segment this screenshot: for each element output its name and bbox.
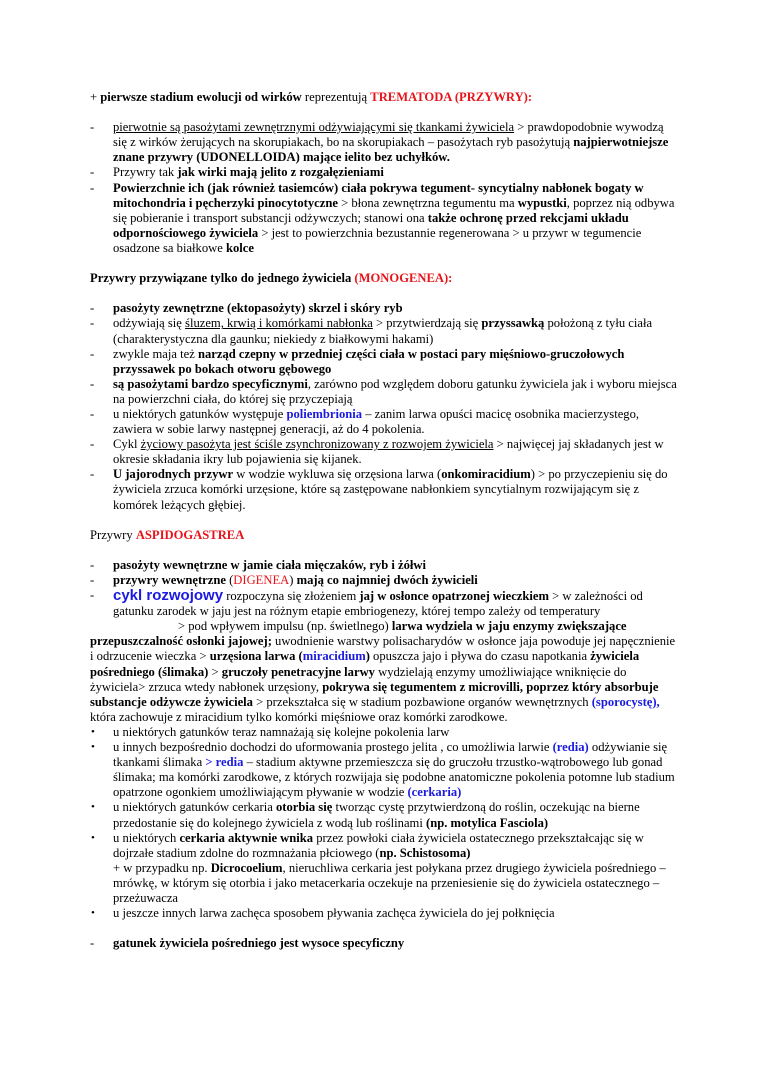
bold-text: kolce xyxy=(225,240,254,255)
text-run: > przytwierdzają się xyxy=(372,316,482,331)
text-run: odżywianie się tkankami ślimaka xyxy=(113,740,668,770)
list-item-text xyxy=(113,301,680,316)
bold-text: Powierzchnie ich (jak również tasiemców) ciała pokrywa tegument- syncytialny nabłonek bogaty w mitochondria i pęcherzyki pinocytotyczne xyxy=(113,180,644,210)
list-item-text xyxy=(113,347,680,377)
text-run: > xyxy=(208,664,222,679)
list-item-text xyxy=(113,120,680,165)
text-run: > w zależności od gatunku zarodek w jaju jest na różnym etapie embriogenezy, której tempo zależy od temperatury xyxy=(113,589,643,619)
bold-text: urzęsiona larwa ( xyxy=(209,649,303,664)
underlined-text: życiowy pasożyta jest ściśle zsynchronizowany z rozwojem żywiciela xyxy=(140,437,494,452)
bullet-list-item xyxy=(90,740,680,800)
bold-text: pierwsze stadium ewolucji od wirków xyxy=(100,90,302,104)
underlined-text: pierwotnie są pasożytami zewnętrznymi odżywiającymi się tkankami żywiciela xyxy=(113,120,515,135)
list-item-text xyxy=(113,181,680,256)
bold-text: onkomiracidium xyxy=(441,467,531,482)
text-run: która zachowuje z miracidium tylko komórki mięśniowe oraz komórki zarodkowe. xyxy=(90,709,508,724)
text-run: – zanim larwa opuści macicę osobnika macierzystego, zawiera w sobie larwy następnej generacji, aż do 4 pokolenia. xyxy=(113,406,640,437)
list-item-text xyxy=(113,407,680,437)
dash-marker: - xyxy=(90,573,95,587)
bold-text: wypustki xyxy=(517,195,567,210)
blank-line xyxy=(90,105,680,120)
bold-text: najpierwotniejsze znane przywry (UDONELLOIDA) mające ielito bez uchyłków. xyxy=(113,135,669,165)
bold-text: gatunek żywiciela pośredniego jest wysoce specyficzny xyxy=(113,936,405,951)
text-run: u jeszcze innych larwa zachęca sposobem pływania zachęca żywiciela do jej połknięcia xyxy=(113,906,555,921)
bold-text: pasożyty zewnętrzne (ektopasożyty) skrzel i skóry ryb xyxy=(113,301,403,316)
bold-text: żywiciela pośredniego (ślimaka) xyxy=(90,649,640,679)
text-run: Cykl xyxy=(113,437,141,452)
paragraph xyxy=(90,528,680,543)
bold-text: larwa wydziela w jaju enzymy zwiększające przepuszczalność osłonki jajowej; xyxy=(90,619,627,649)
text-run: w wodzie wykluwa się orzęsiona larwa ( xyxy=(233,467,442,482)
dash-list-item xyxy=(90,407,680,437)
bold-text: jak wirki mają jelito z rozgałęzieniami xyxy=(177,165,384,180)
text-run: u niektórych gatunków występuje xyxy=(113,406,287,421)
bold-text: otorbia się xyxy=(275,800,333,815)
text-run: , poprzez nią odbywa się pobieranie i transport substancji odżywczych; stanowi ona xyxy=(113,195,675,225)
list-item-text xyxy=(113,316,680,346)
text-run: uwodnienie warstwy polisacharydów w osłonce jaja powoduje jej napęcznienie i odrzucenie wieczka > xyxy=(90,634,676,664)
text-run: u niektórych gatunków teraz namnażają się kolejne pokolenia larw xyxy=(113,724,450,739)
text-run: > najwięcej jaj składanych jest w okresie składania ikry lub pojawienia się kijanek. xyxy=(113,437,664,467)
dash-list-item xyxy=(90,558,680,573)
dash-marker: - xyxy=(90,376,95,391)
text-run: położoną z tyłu ciała (charakterystyczna dla gaunku; niekiedy z białkowymi hakami) xyxy=(113,316,653,346)
dash-list-item xyxy=(90,347,680,377)
text-run: ) > po przyczepieniu się do żywiciela zrzuca komórki urzęsione, które są zastępowane nabłonkiem syncytialnym rozwijającym się z komórek leżących głębiej. xyxy=(113,467,668,512)
dash-list-item xyxy=(90,573,680,588)
list-item-text xyxy=(113,936,680,951)
text-run: > przekształca się w stadium pozbawione organów wewnętrznych xyxy=(252,694,592,709)
blank-line xyxy=(90,921,680,936)
list-item-text xyxy=(113,906,680,921)
bold-text: pasożyty wewnętrzne w jamie ciała mięczaków, ryb i żółwi xyxy=(113,557,427,572)
bullet-icon: • xyxy=(91,741,95,754)
blank-line xyxy=(90,286,680,301)
red-heading-text: TREMATODA (PRZYWRY): xyxy=(370,90,533,104)
dash-list-item xyxy=(90,165,680,180)
dash-list-item xyxy=(90,301,680,316)
bullet-icon: • xyxy=(91,801,95,814)
list-item-text xyxy=(113,725,680,740)
dash-marker: - xyxy=(90,346,95,361)
list-item-text xyxy=(113,165,680,180)
bold-text: Dicrocoelium xyxy=(210,860,283,875)
dash-marker: - xyxy=(90,936,95,951)
text-run: > jest to powierzchnia bezustannie regenerowana > u przywr w tegumencie osadzone sa białkowe xyxy=(113,225,642,255)
list-item-text xyxy=(113,831,680,906)
list-item-text xyxy=(113,588,680,619)
text-run: ) xyxy=(289,573,297,587)
bullet-icon: • xyxy=(91,725,95,738)
red-text: DIGENEA xyxy=(233,573,290,587)
dash-list-item xyxy=(90,936,680,951)
bold-text: pokrywa się tegumentem z microvilli, poprzez który absorbuje substancje odżywcze żywiciela xyxy=(90,679,659,709)
bullet-list-item xyxy=(90,800,680,830)
blue-term: (cerkaria) xyxy=(407,785,462,800)
bold-text: przyssawką xyxy=(481,316,545,331)
bullet-icon: • xyxy=(91,907,95,920)
bullet-list-item xyxy=(90,831,680,906)
bold-text: mają co najmniej dwóch żywicieli xyxy=(296,573,478,587)
text-run: – stadium aktywne przemieszcza się do gruczołu trzustko-wątrobowego lub gonad ślimaka; ma komórki zarodkowe, z których rozwijaja się podobne anatomiczne pokolenia potomne lub stadium opatrzone ogonkiem umożliwiającym pływanie w wodzie xyxy=(113,755,675,800)
text-run: rozpoczyna się złożeniem xyxy=(223,589,360,604)
list-item-text xyxy=(113,467,680,512)
text-run: odżywiają się xyxy=(113,316,186,331)
text-run: opuszcza jajo i pływa do czasu napotkania xyxy=(369,649,591,664)
underlined-text: śluzem, krwią i komórkami nabłonka xyxy=(185,316,373,331)
bold-text: są pasożytami bardzo specyficznymi xyxy=(113,376,308,391)
text-run: u innych bezpośrednio dochodzi do uformowania prostego jelita , co umożliwia larwie xyxy=(113,740,553,755)
dash-list-item xyxy=(90,120,680,165)
bold-text: narząd czepny w przedniej części ciała w postaci pary mięśniowo-gruczołowych przyssawek po bokach otworu gębowego xyxy=(113,346,625,376)
dash-marker: - xyxy=(90,467,95,482)
text-run: Przywry tak xyxy=(113,165,178,180)
bold-text: U jajorodnych przywr xyxy=(113,467,234,482)
blue-term: miracidium xyxy=(302,649,366,664)
dash-list-item xyxy=(90,377,680,407)
dash-list-item xyxy=(90,316,680,346)
bold-text: także ochronę przed rekcjami układu odpornościowego żywiciela xyxy=(113,210,629,240)
text-run: > błona zewnętrzna tegumentu ma xyxy=(337,195,518,210)
dash-marker: - xyxy=(90,180,95,195)
list-item-text xyxy=(113,573,680,588)
dash-marker: - xyxy=(90,301,95,316)
dash-marker: - xyxy=(90,406,95,421)
blue-term: > redia xyxy=(205,755,244,770)
bold-text: (np. motylica Fasciola) xyxy=(426,815,549,830)
dash-list-item xyxy=(90,181,680,256)
dash-marker: - xyxy=(90,316,95,331)
blank-line xyxy=(90,256,680,271)
list-item-text xyxy=(113,377,680,407)
red-heading-text: ASPIDOGASTREA xyxy=(135,527,245,542)
paragraph xyxy=(90,271,680,286)
dash-marker: - xyxy=(90,120,95,135)
bold-text: przywry wewnętrzne xyxy=(113,573,226,587)
list-item-text xyxy=(113,800,680,830)
blue-term: (sporocystę), xyxy=(591,694,660,709)
text-run: + xyxy=(90,90,101,104)
blank-line xyxy=(90,543,680,558)
text-run: zwykle maja też xyxy=(113,346,198,361)
text-run: + w przypadku np. xyxy=(113,860,211,875)
bold-text: np. Schistosoma) xyxy=(379,845,471,860)
blue-term: poliembrionia xyxy=(286,406,363,421)
text-run: Przywry xyxy=(90,527,136,542)
document-page xyxy=(90,90,680,951)
blue-term: (redia) xyxy=(552,740,589,755)
bullet-icon: • xyxy=(91,831,95,844)
list-item-text xyxy=(113,740,680,800)
text-run: , zarówno pod względem doboru gatunku żywiciela jak i wyboru miejsca na powierzchni ciała, do której się przyczepiają xyxy=(113,376,677,406)
dash-marker: - xyxy=(90,557,95,572)
text-run: > prawdopodobnie wywodzą się z wirków żerujących na skorupiakach, bo na skorupiakach – pasożytach ryb pasożytują xyxy=(113,120,664,150)
dash-list-item xyxy=(90,437,680,467)
text-run: , nieruchliwa cerkaria jest połykana przez drugiego żywiciela pośredniego – mrówkę, w którym się otorbia i jako metacerkaria oczekuje na przeniesienie się do żywiciela ostatecznego – przeżuwacza xyxy=(113,860,666,905)
dash-marker: - xyxy=(90,165,95,180)
text-run: ( xyxy=(225,573,234,587)
dash-marker: - xyxy=(90,588,95,603)
indented-paragraph xyxy=(90,619,680,725)
text-run: wydzielają enzymy umożliwiające wniknięcie do żywiciela> zrzuca wtedy nabłonek urzęsiony, xyxy=(90,664,627,694)
bold-text: cerkaria aktywnie wnika xyxy=(179,830,314,845)
dash-list-item xyxy=(90,588,680,619)
dash-list-item xyxy=(90,467,680,512)
list-item-text xyxy=(113,558,680,573)
dash-marker: - xyxy=(90,437,95,452)
paragraph xyxy=(90,90,680,105)
bold-text: jaj w osłonce opatrzonej wieczkiem xyxy=(359,589,549,604)
red-heading-text: (MONOGENEA): xyxy=(354,271,453,286)
bold-text: gruczoły penetracyjne larwy xyxy=(221,664,375,679)
blank-line xyxy=(90,513,680,528)
blue-term-large: cykl rozwojowy xyxy=(113,587,224,605)
text-run: reprezentują xyxy=(301,90,371,104)
bullet-list-item xyxy=(90,725,680,740)
bullet-list-item xyxy=(90,906,680,921)
text-run: u niektórych xyxy=(113,830,180,845)
bold-text: Przywry przywiązane tylko do jednego żywiciela xyxy=(90,271,355,286)
text-run: u niektórych gatunków cerkaria xyxy=(113,800,276,815)
text-run: tworząc cystę przytwierdzoną do roślin, oczekując na bierne przedostanie się do kolejnego żywiciela z wodą lub roślinami xyxy=(113,800,640,830)
bold-text: ) xyxy=(365,649,370,664)
text-run: > pod wpływem impulsu (np. świetlnego) xyxy=(178,619,392,634)
list-item-text xyxy=(113,437,680,467)
text-run: przez powłoki ciała żywiciela ostatecznego przekształcając się w dojrzałe stadium zdolne do rozmnażania płciowego ( xyxy=(113,830,644,860)
